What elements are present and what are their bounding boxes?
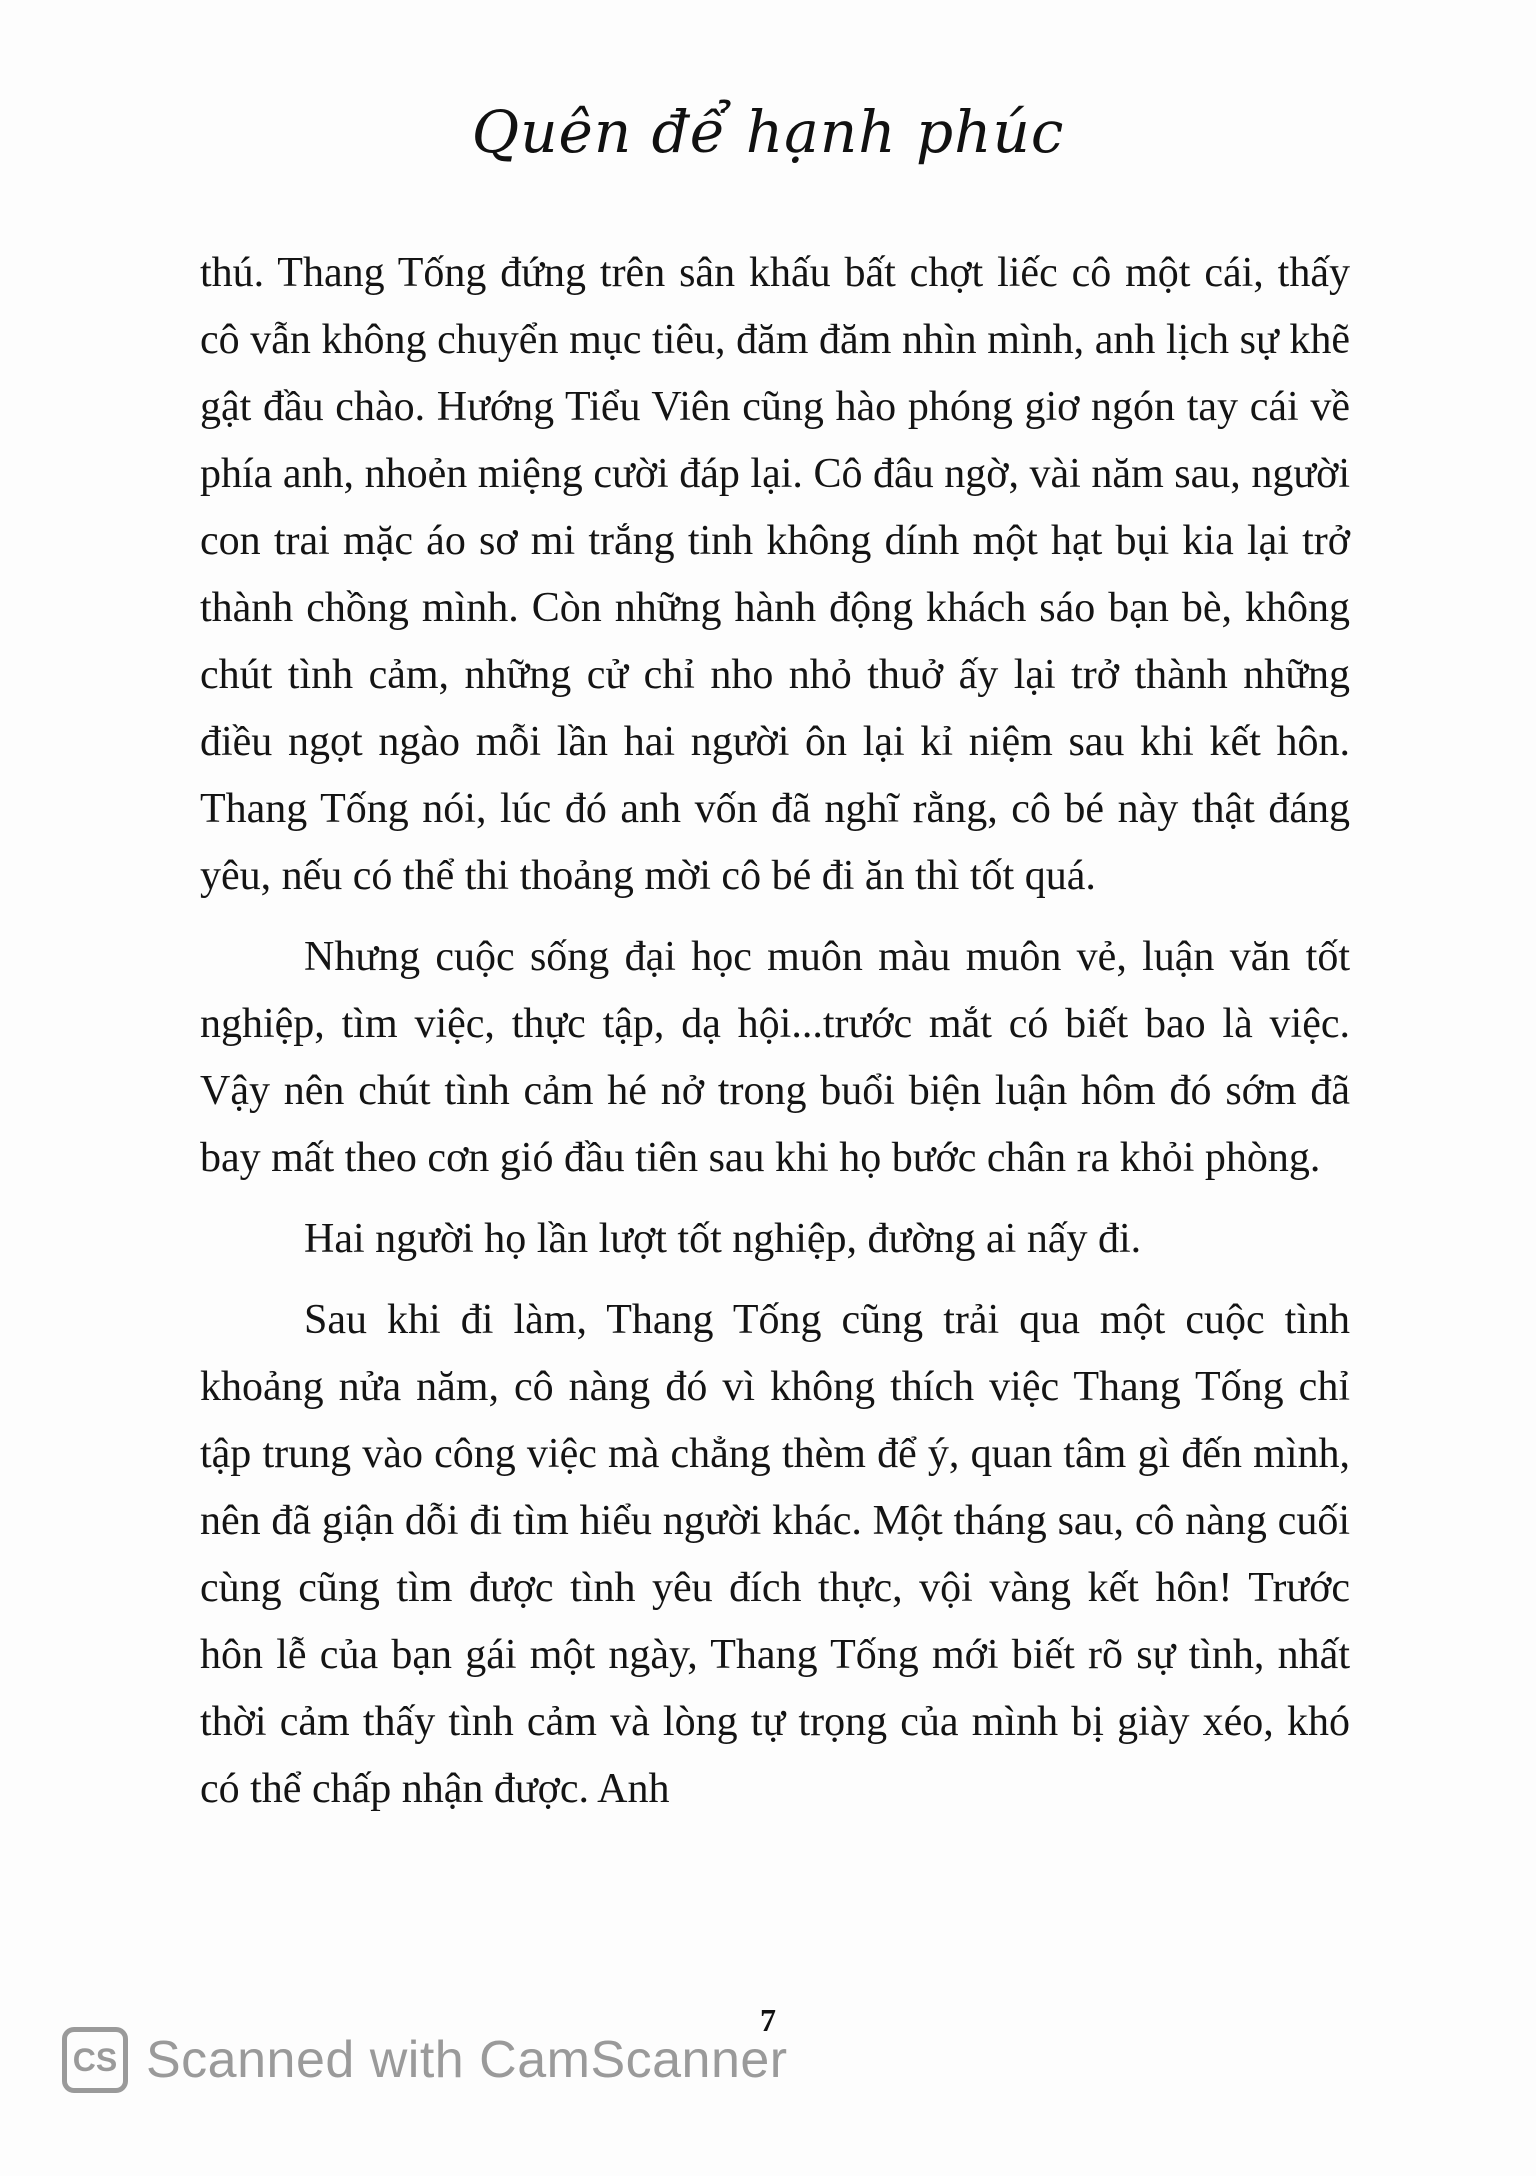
body-text <box>200 240 1350 1837</box>
paragraph-4: Sau khi đi làm, Thang Tống cũng trải qua một cuộc tình khoảng nửa năm, cô nàng đó vì không thích việc Thang Tống chỉ tập trung vào công việc mà chẳng thèm để ý, quan tâm gì đến mình, nên đã giận dỗi đi tìm hiểu người khác. Một tháng sau, cô nàng cuối cùng cũng tìm được tình yêu đích thực, vội vàng kết hôn! Trước hôn lễ của bạn gái một ngày, Thang Tống mới biết rõ sự tình, nhất thời cảm thấy tình cảm và lòng tự trọng của mình bị giày xéo, khó có thể chấp nhận được. Anh <box>200 1297 1350 1812</box>
camscanner-logo-icon: CS <box>62 2027 128 2093</box>
paragraph-2: Nhưng cuộc sống đại học muôn màu muôn vẻ, luận văn tốt nghiệp, tìm việc, thực tập, dạ hội...trước mắt có biết bao là việc. Vậy nên chút tình cảm hé nở trong buổi biện luận hôm đó sớm đã bay mất theo cơn gió đầu tiên sau khi họ bước chân ra khỏi phòng. <box>200 934 1350 1181</box>
paragraph-1: thú. Thang Tống đứng trên sân khấu bất chợt liếc cô một cái, thấy cô vẫn không chuyển mục tiêu, đăm đăm nhìn mình, anh lịch sự khẽ gật đầu chào. Hướng Tiểu Viên cũng hào phóng giơ ngón tay cái về phía anh, nhoẻn miệng cười đáp lại. Cô đâu ngờ, vài năm sau, người con trai mặc áo sơ mi trắng tinh không dính một hạt bụi kia lại trở thành chồng mình. Còn những hành động khách sáo bạn bè, không chút tình cảm, những cử chỉ nho nhỏ thuở ấy lại trở thành những điều ngọt ngào mỗi lần hai người ôn lại kỉ niệm sau khi kết hôn. Thang Tống nói, lúc đó anh vốn đã nghĩ rằng, cô bé này thật đáng yêu, nếu có thể thi thoảng mời cô bé đi ăn thì tốt quá. <box>200 250 1350 899</box>
paragraph-3: Hai người họ lần lượt tốt nghiệp, đường ai nấy đi. <box>304 1216 1142 1262</box>
running-header-title: Quên để hạnh phúc <box>471 98 1065 166</box>
camscanner-watermark <box>62 2020 788 2100</box>
watermark-text: Scanned with CamScanner <box>146 2031 788 2089</box>
page-number: 7 <box>760 2002 776 2038</box>
